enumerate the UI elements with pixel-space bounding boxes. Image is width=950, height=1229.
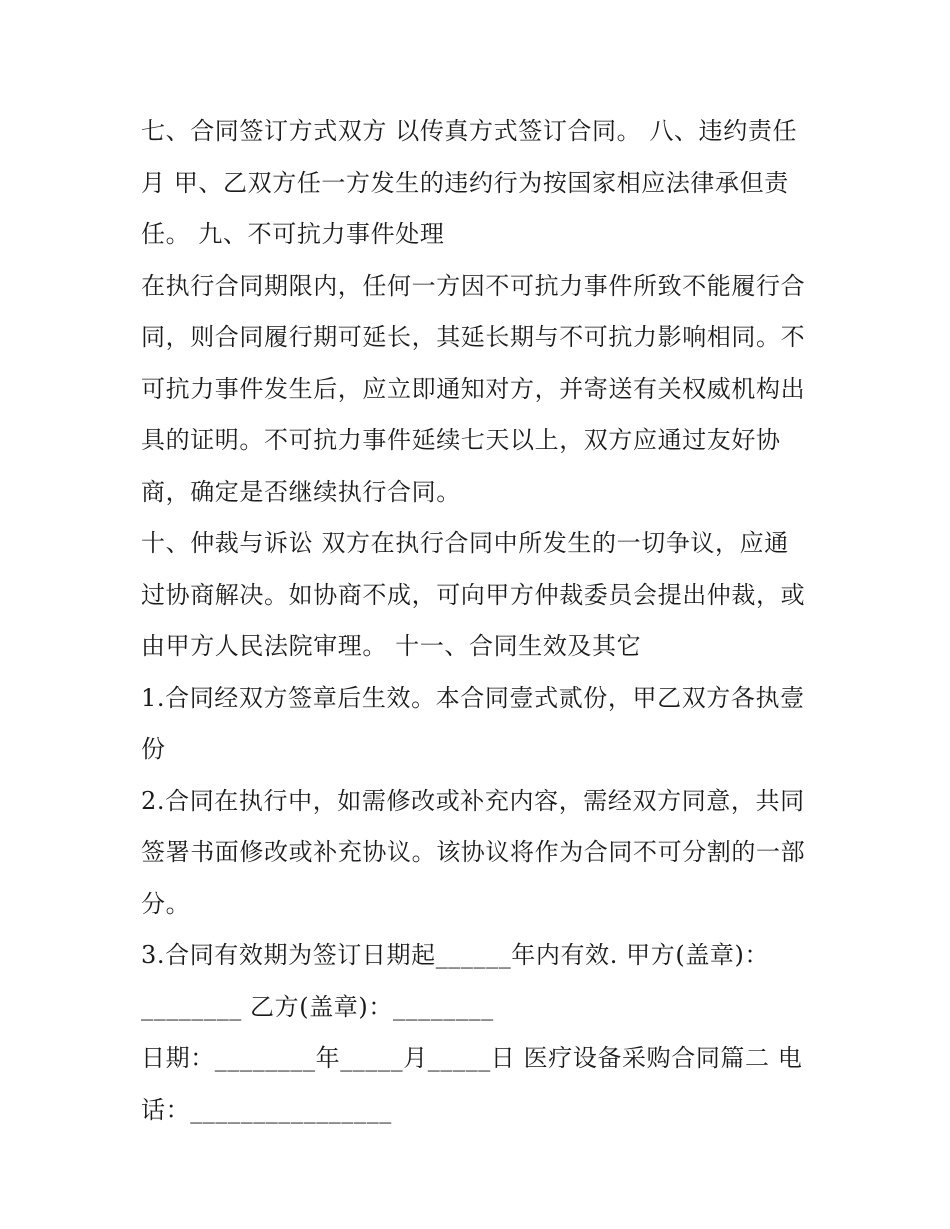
text-line: 具的证明。不可抗力事件延续七天以上，双方应通过友好协 (141, 426, 781, 454)
text-line: 任。 九、不可抗力事件处理 (141, 220, 445, 248)
text-line: 商，确定是否继续执行合同。 (141, 477, 461, 506)
text-line: 份 (141, 735, 166, 763)
text-line: 签署书面修改或补充协议。该协议将作为合同不可分割的一部 (141, 838, 806, 866)
text-line: 十、仲裁与诉讼 双方在执行合同中所发生的一切争议，应通 (141, 529, 789, 557)
text-line: 月 甲、乙双方任一方发生的违约行为按国家相应法律承但责 (141, 168, 789, 197)
text-line: 由甲方人民法院审理。 十一、合同生效及其它 (141, 632, 642, 660)
text-line: 可抗力事件发生后，应立即通知对方，并寄送有关权威机构出 (141, 374, 806, 403)
text-line: ________ 乙方(盖章)：________ (141, 992, 494, 1021)
text-line: 在执行合同期限内，任何一方因不可抗力事件所致不能履行合 (141, 271, 806, 300)
text-line: 2.合同在执行中，如需修改或补充内容，需经双方同意，共同 (141, 786, 805, 815)
text-line: 3.合同有效期为签订日期起______年内有效. 甲方(盖章)： (141, 941, 770, 969)
text-line: 日期：________年_____月_____日 医疗设备采购合同篇二 电 (141, 1044, 803, 1072)
text-line: 同，则合同履行期可延长，其延长期与不可抗力影响相同。不 (141, 323, 806, 351)
text-line: 话：________________ (141, 1095, 392, 1124)
text-line: 七、合同签订方式双方 以传真方式签订合同。 八、违约责任 (141, 117, 798, 145)
contract-body-text (141, 106, 813, 1136)
text-line: 分。 (141, 889, 191, 918)
text-line: 过协商解决。如协商不成，可向甲方仲裁委员会提出仲裁，或 (141, 580, 806, 609)
text-line: 1.合同经双方签章后生效。本合同壹式贰份，甲乙双方各执壹 (141, 683, 805, 712)
